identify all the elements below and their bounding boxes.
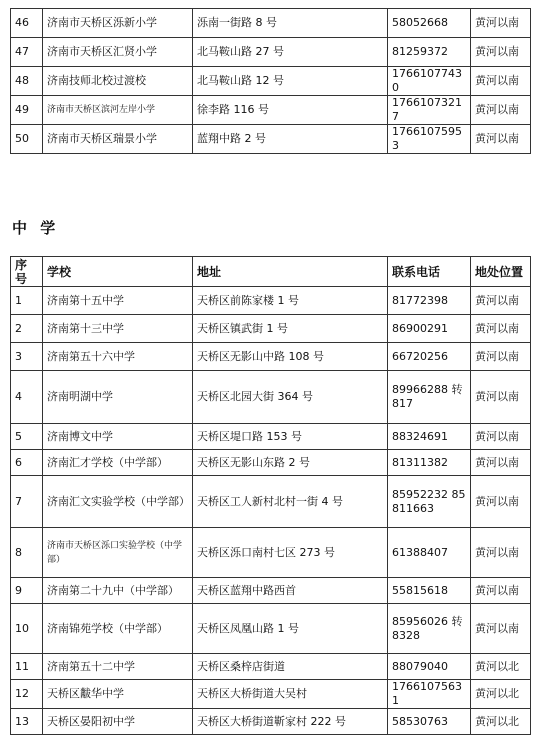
cell-school: 济南技师北校过渡校 [43,67,193,96]
cell-no: 50 [11,125,43,154]
elementary-school-table-continued [10,8,531,154]
cell-phone: 17661075631 [388,680,471,709]
cell-no: 2 [11,315,43,343]
cell-phone: 17661077430 [388,67,471,96]
cell-school: 济南市天桥区泺口实验学校（中学部） [43,528,193,578]
table-row [11,604,531,654]
cell-school: 济南第十三中学 [43,315,193,343]
cell-school: 济南市天桥区泺新小学 [43,9,193,38]
header-no: 序号 [11,257,43,287]
cell-phone: 88079040 [388,654,471,680]
cell-address: 天桥区工人新村北村一街 4 号 [193,476,388,528]
cell-school: 济南市天桥区汇贤小学 [43,38,193,67]
cell-phone: 17661075953 [388,125,471,154]
cell-school: 天桥区晏阳初中学 [43,709,193,735]
cell-school: 济南第五十六中学 [43,343,193,371]
cell-phone: 81772398 [388,287,471,315]
cell-location: 黄河以南 [471,424,531,450]
cell-no: 1 [11,287,43,315]
cell-no: 11 [11,654,43,680]
table-row [11,343,531,371]
table-row [11,578,531,604]
cell-school: 济南锦苑学校（中学部） [43,604,193,654]
cell-no: 46 [11,9,43,38]
cell-no: 6 [11,450,43,476]
cell-location: 黄河以南 [471,287,531,315]
middle-school-table [10,256,531,735]
cell-address: 天桥区前陈家楼 1 号 [193,287,388,315]
table-row [11,315,531,343]
table-row [11,654,531,680]
table-row [11,450,531,476]
cell-phone: 17661073217 [388,96,471,125]
cell-no: 48 [11,67,43,96]
cell-location: 黄河以南 [471,371,531,424]
cell-phone: 81259372 [388,38,471,67]
cell-location: 黄河以南 [471,96,531,125]
cell-address: 天桥区大桥街道大吴村 [193,680,388,709]
cell-no: 13 [11,709,43,735]
cell-location: 黄河以南 [471,315,531,343]
cell-no: 49 [11,96,43,125]
cell-location: 黄河以南 [471,528,531,578]
cell-address: 天桥区泺口南村七区 273 号 [193,528,388,578]
table-row [11,528,531,578]
table-row [11,680,531,709]
cell-school: 济南第十五中学 [43,287,193,315]
table-header-row [11,257,531,287]
cell-no: 4 [11,371,43,424]
cell-phone: 89966288 转 817 [388,371,471,424]
header-school: 学校 [43,257,193,287]
cell-location: 黄河以南 [471,578,531,604]
header-phone: 联系电话 [388,257,471,287]
cell-address: 蓝翔中路 2 号 [193,125,388,154]
table-row [11,424,531,450]
cell-no: 9 [11,578,43,604]
cell-phone: 61388407 [388,528,471,578]
cell-address: 徐李路 116 号 [193,96,388,125]
cell-no: 7 [11,476,43,528]
cell-phone: 85952232 85811663 [388,476,471,528]
cell-no: 3 [11,343,43,371]
cell-location: 黄河以南 [471,38,531,67]
cell-location: 黄河以南 [471,125,531,154]
cell-location: 黄河以南 [471,67,531,96]
cell-address: 天桥区凤凰山路 1 号 [193,604,388,654]
cell-address: 天桥区堤口路 153 号 [193,424,388,450]
table-row [11,125,531,154]
table-row [11,96,531,125]
cell-location: 黄河以南 [471,343,531,371]
cell-school: 济南市天桥区瑞景小学 [43,125,193,154]
cell-no: 8 [11,528,43,578]
cell-location: 黄河以南 [471,604,531,654]
cell-phone: 86900291 [388,315,471,343]
cell-school: 济南市天桥区滨河左岸小学 [43,96,193,125]
cell-location: 黄河以北 [471,680,531,709]
cell-address: 天桥区大桥街道靳家村 222 号 [193,709,388,735]
cell-address: 天桥区无影山东路 2 号 [193,450,388,476]
cell-phone: 55815618 [388,578,471,604]
cell-no: 5 [11,424,43,450]
table-row [11,709,531,735]
cell-phone: 88324691 [388,424,471,450]
cell-school: 天桥区黻华中学 [43,680,193,709]
cell-phone: 66720256 [388,343,471,371]
cell-address: 天桥区桑梓店街道 [193,654,388,680]
cell-location: 黄河以南 [471,9,531,38]
section-title-middle-school: 中 学 [12,219,60,237]
cell-address: 天桥区无影山中路 108 号 [193,343,388,371]
cell-no: 10 [11,604,43,654]
cell-address: 天桥区北园大街 364 号 [193,371,388,424]
cell-school: 济南博文中学 [43,424,193,450]
header-address: 地址 [193,257,388,287]
cell-school: 济南第五十二中学 [43,654,193,680]
cell-address: 天桥区镇武街 1 号 [193,315,388,343]
cell-address: 泺南一街路 8 号 [193,9,388,38]
cell-location: 黄河以北 [471,654,531,680]
cell-school: 济南汇才学校（中学部） [43,450,193,476]
table-row [11,9,531,38]
table-row [11,38,531,67]
cell-location: 黄河以北 [471,709,531,735]
cell-school: 济南明湖中学 [43,371,193,424]
cell-phone: 58052668 [388,9,471,38]
header-location: 地处位置 [471,257,531,287]
cell-no: 47 [11,38,43,67]
cell-phone: 58530763 [388,709,471,735]
table-row [11,371,531,424]
cell-address: 天桥区蓝翔中路西首 [193,578,388,604]
table-row [11,476,531,528]
cell-address: 北马鞍山路 12 号 [193,67,388,96]
cell-no: 12 [11,680,43,709]
cell-phone: 85956026 转 8328 [388,604,471,654]
cell-address: 北马鞍山路 27 号 [193,38,388,67]
cell-phone: 81311382 [388,450,471,476]
cell-location: 黄河以南 [471,450,531,476]
cell-school: 济南汇文实验学校（中学部） [43,476,193,528]
cell-location: 黄河以南 [471,476,531,528]
cell-school: 济南第二十九中（中学部） [43,578,193,604]
table-row [11,287,531,315]
table-row [11,67,531,96]
